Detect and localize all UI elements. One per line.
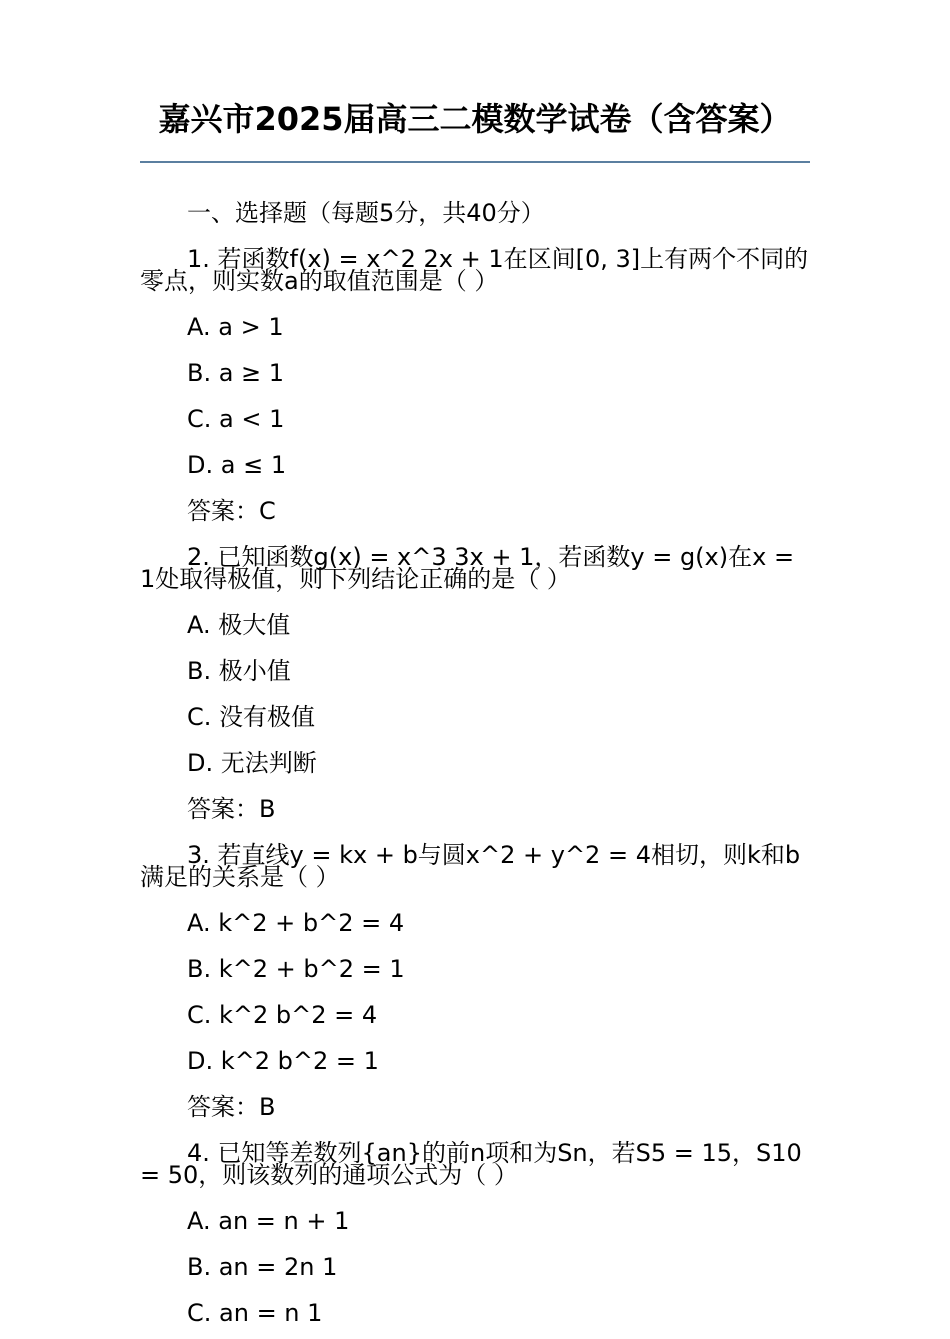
question-3-answer: 答案：B — [187, 1093, 276, 1121]
question-2-answer: 答案：B — [187, 795, 276, 823]
question-4-stem: 4. 已知等差数列{an}的前n项和为Sn，若S5 = 15，S10 = 50，则该数列的通项公式为（ ） — [140, 1139, 802, 1189]
question-2-option-c: C. 没有极值 — [187, 703, 316, 731]
title-underline — [140, 161, 810, 163]
question-3-option-d: D. k^2 b^2 = 1 — [187, 1047, 379, 1075]
question-3-option-b: B. k^2 + b^2 = 1 — [187, 955, 405, 983]
question-1-option-a: A. a > 1 — [187, 313, 284, 341]
question-2-stem: 2. 已知函数g(x) = x^3 3x + 1，若函数y = g(x)在x = 1处取得极值，则下列结论正确的是（ ） — [140, 543, 795, 593]
question-1-option-b: B. a ≥ 1 — [187, 359, 285, 387]
question-3-option-c: C. k^2 b^2 = 4 — [187, 1001, 378, 1029]
question-4-option-a: A. an = n + 1 — [187, 1207, 350, 1235]
question-2-option-a: A. 极大值 — [187, 611, 291, 639]
question-1-option-c: C. a < 1 — [187, 405, 285, 433]
document-body — [140, 178, 810, 1339]
question-4-option-b: B. an = 2n 1 — [187, 1253, 338, 1281]
question-1-stem: 1. 若函数f(x) = x^2 2x + 1在区间[0, 3]上有两个不同的零点，则实数a的取值范围是（ ） — [140, 245, 809, 295]
question-4-option-c: C. an = n 1 — [187, 1299, 323, 1327]
question-1-option-d: D. a ≤ 1 — [187, 451, 287, 479]
section-heading: 一、选择题（每题5分，共40分） — [187, 199, 545, 227]
document-title: 嘉兴市2025届高三二模数学试卷（含答案） — [158, 100, 792, 138]
question-3-stem: 3. 若直线y = kx + b与圆x^2 + y^2 = 4相切，则k和b满足的关系是（ ） — [140, 841, 801, 891]
question-1-answer: 答案：C — [187, 497, 276, 525]
question-2-option-d: D. 无法判断 — [187, 749, 317, 777]
question-2-option-b: B. 极小值 — [187, 657, 291, 685]
question-3-option-a: A. k^2 + b^2 = 4 — [187, 909, 405, 937]
